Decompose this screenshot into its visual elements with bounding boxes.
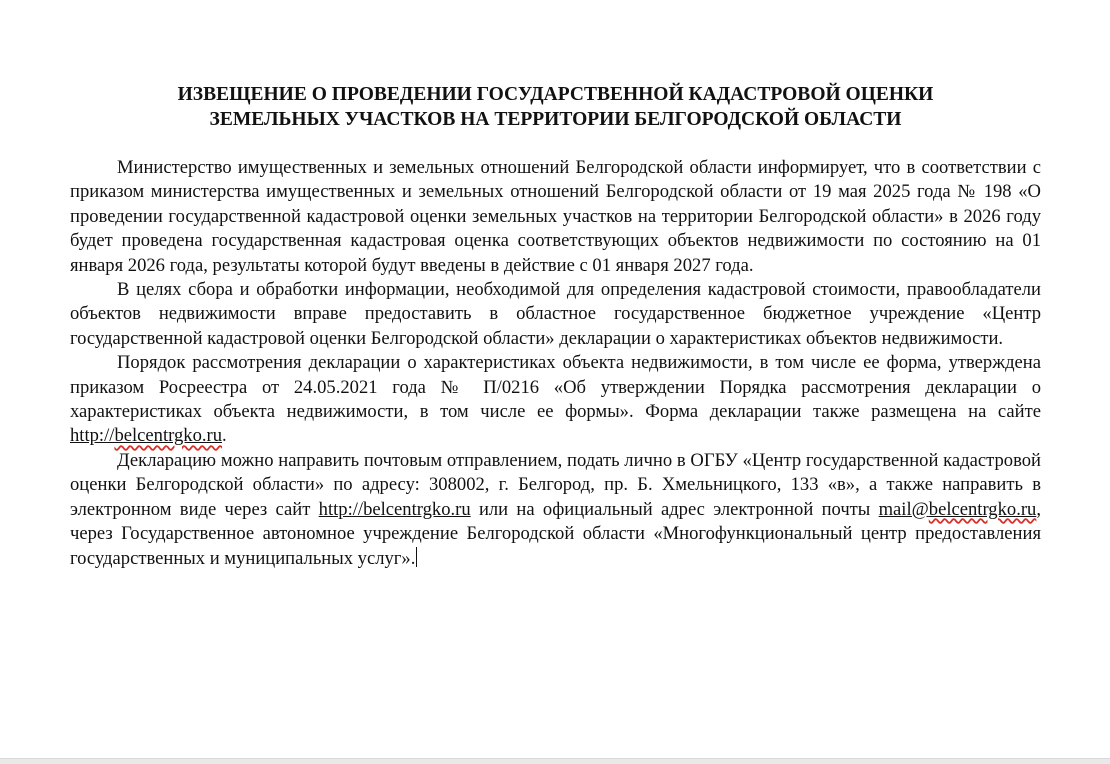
paragraph-3-end: . bbox=[222, 425, 227, 447]
document-title bbox=[70, 82, 1041, 132]
email-link-prefix: mail@ bbox=[878, 498, 929, 520]
paragraph-4-end: , через Государственное автономное учреждение Белгородской области «Многофункциональный центр предоставления государственных и муниципальных услуг». bbox=[70, 498, 1041, 569]
website-link[interactable] bbox=[70, 425, 222, 446]
title-line-2: ЗЕМЕЛЬНЫХ УЧАСТКОВ НА ТЕРРИТОРИИ БЕЛГОРОДСКОЙ ОБЛАСТИ bbox=[209, 109, 902, 130]
email-link-domain: belcentrgko.ru bbox=[928, 498, 1037, 520]
paragraph-2 bbox=[70, 278, 1041, 351]
bottom-edge bbox=[0, 758, 1110, 764]
paragraph-2-text: В целях сбора и обработки информации, необходимой для определения кадастровой стоимости, правообладатели объектов недвижимости вправе предоставить в областное государственное бюджетное учреждение «Центр государственной кадастровой оценки Белгородской области» декларации о характеристиках объектов недвижимости. bbox=[70, 279, 1041, 349]
document-body bbox=[70, 156, 1041, 571]
paragraph-3 bbox=[70, 351, 1041, 449]
paragraph-1 bbox=[70, 156, 1041, 278]
paragraph-3-text: Порядок рассмотрения декларации о характеристиках объекта недвижимости, в том числе ее форма, утверждена приказом Росреестра от 24.05.2021 года № П/0216 «Об утверждении Порядка рассмотрения декларации о характеристиках объекта недвижимости, в том числе ее формы». Форма декларации также размещена на сайте bbox=[70, 352, 1041, 423]
title-line-1: ИЗВЕЩЕНИЕ О ПРОВЕДЕНИИ ГОСУДАРСТВЕННОЙ КАДАСТРОВОЙ ОЦЕНКИ bbox=[177, 84, 934, 105]
website-link-domain: belcentrgko.ru bbox=[114, 425, 223, 447]
website-link-prefix: http:// bbox=[70, 425, 115, 447]
paragraph-1-text: Министерство имущественных и земельных отношений Белгородской области информирует, что в соответствии с приказом министерства имущественных и земельных отношений Белгородской области от 19 мая 2025 года № 198 «О проведении государственной кадастровой оценки земельных участков на территории Белгородской области» в 2026 году будет проведена государственная кадастровая оценка соответствующих объектов недвижимости по состоянию на 01 января 2026 года, результаты которой будут введены в действие с 01 января 2027 года. bbox=[70, 157, 1041, 276]
website-link-2[interactable]: http://belcentrgko.ru bbox=[318, 498, 471, 520]
paragraph-4 bbox=[70, 449, 1041, 571]
paragraph-4-middle: или на официальный адрес электронной почты bbox=[470, 498, 879, 520]
email-link[interactable] bbox=[879, 499, 1037, 520]
paragraph-4-text: Декларацию можно направить почтовым отправлением, подать лично в ОГБУ «Центр государственной кадастровой оценки Белгородской области» по адресу: 308002, г. Белгород, пр. Б. Хмельницкого, 133 «в», а также направить в электронном виде через сайт bbox=[70, 449, 1041, 520]
text-cursor bbox=[416, 547, 417, 567]
